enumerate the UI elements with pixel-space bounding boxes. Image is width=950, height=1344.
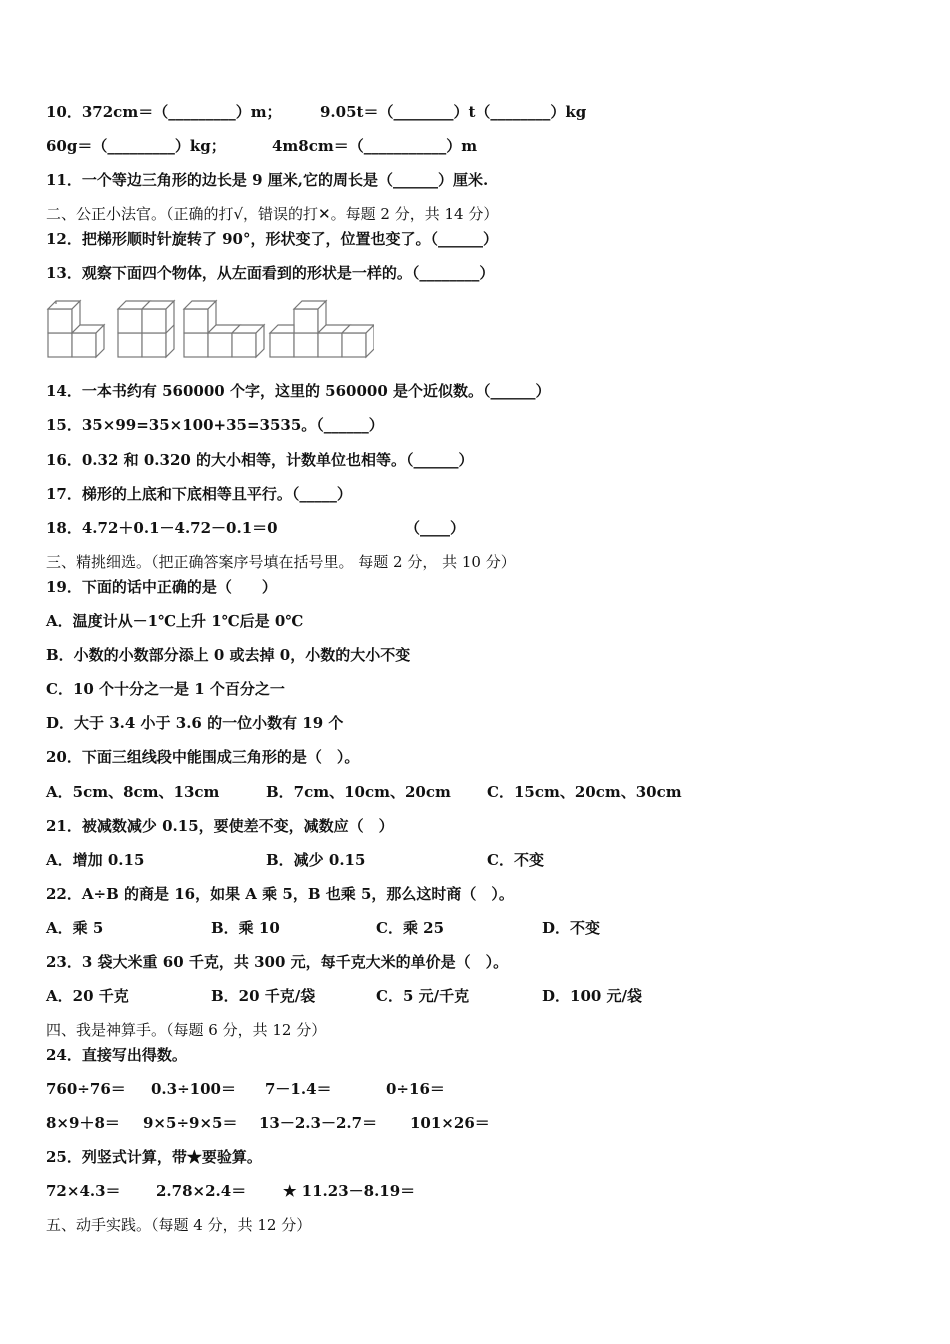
q19-stem: 19．下面的话中正确的是（ ） <box>46 578 277 596</box>
q25-item-1: 72×4.3＝ <box>46 1182 121 1200</box>
section4-heading: 四、我是神算手。（每题 6 分，共 12 分） <box>46 1021 327 1039</box>
q22-option-d: D．不变 <box>542 919 601 937</box>
q22-option-c: C．乘 25 <box>376 919 445 937</box>
q19-option-b: B．小数的小数部分添上 0 或去掉 0，小数的大小不变 <box>46 646 411 664</box>
q10-row2-left: 60g＝（_________）kg； <box>46 137 226 155</box>
q20-option-b: B．7cm、10cm、20cm <box>266 783 451 801</box>
q21-stem: 21．被减数减少 0.15，要使差不变，减数应（ ） <box>46 817 394 835</box>
q23-option-a: A．20 千克 <box>46 987 129 1005</box>
section2-heading: 二、公正小法官。（正确的打√，错误的打✕。每题 2 分，共 14 分） <box>46 205 499 223</box>
q25-item-2: 2.78×2.4＝ <box>156 1182 247 1200</box>
q22-option-a: A．乘 5 <box>46 919 104 937</box>
cube-figure-4 <box>270 301 374 357</box>
q10-row1-right: 9.05t＝（________）t（________）kg <box>320 103 587 121</box>
q16: 16．0.32 和 0.320 的大小相等，计数单位也相等。（______） <box>46 451 474 469</box>
q24-r2-item-2: 9×5÷9×5＝ <box>143 1114 238 1132</box>
q23-option-c: C．5 元/千克 <box>376 987 470 1005</box>
q24-r2-item-1: 8×9＋8＝ <box>46 1114 120 1132</box>
q23-option-d: D．100 元/袋 <box>542 987 643 1005</box>
q17: 17．梯形的上底和下底相等且平行。（_____） <box>46 485 352 503</box>
section5-heading: 五、动手实践。（每题 4 分，共 12 分） <box>46 1216 312 1234</box>
q13: 13．观察下面四个物体，从左面看到的形状是一样的。（________） <box>46 264 495 282</box>
cube-figure-1 <box>48 301 104 357</box>
q24-r1-item-4: 0÷16＝ <box>386 1080 445 1098</box>
q10-row2-right: 4m8cm＝（___________）m <box>272 137 478 155</box>
q20-option-c: C．15cm、20cm、30cm <box>487 783 682 801</box>
q21-option-a: A．增加 0.15 <box>46 851 145 869</box>
cube-figure-3 <box>184 301 264 357</box>
q24-r1-item-2: 0.3÷100＝ <box>151 1080 236 1098</box>
q25-stem: 25．列竖式计算，带★要验算。 <box>46 1148 262 1166</box>
q24-r2-item-3: 13－2.3－2.7＝ <box>259 1114 378 1132</box>
q12: 12．把梯形顺时针旋转了 90°，形状变了，位置也变了。（______） <box>46 230 498 248</box>
q18-expression: 18．4.72＋0.1－4.72－0.1＝0 <box>46 519 278 537</box>
q11: 11．一个等边三角形的边长是 9 厘米,它的周长是（______）厘米. <box>46 171 489 189</box>
q19-option-c: C．10 个十分之一是 1 个百分之一 <box>46 680 285 698</box>
q23-stem: 23．3 袋大米重 60 千克，共 300 元，每千克大米的单价是（ ）。 <box>46 953 509 971</box>
q24-r2-item-4: 101×26＝ <box>410 1114 490 1132</box>
q19-option-d: D．大于 3.4 小于 3.6 的一位小数有 19 个 <box>46 714 344 732</box>
q21-option-c: C．不变 <box>487 851 544 869</box>
q14: 14．一本书约有 560000 个字，这里的 560000 是个近似数。（______） <box>46 382 551 400</box>
q22-option-b: B．乘 10 <box>211 919 280 937</box>
q20-stem: 20．下面三组线段中能围成三角形的是（ ）。 <box>46 748 360 766</box>
q21-option-b: B．减少 0.15 <box>266 851 366 869</box>
cube-figure-2 <box>118 301 174 357</box>
q19-option-a: A．温度计从－1℃上升 1℃后是 0℃ <box>46 612 304 630</box>
q10-row1-left: 10．372cm＝（_________）m； <box>46 103 282 121</box>
q15: 15．35×99=35×100+35=3535。（______） <box>46 416 384 434</box>
q23-option-b: B．20 千克/袋 <box>211 987 316 1005</box>
section3-heading: 三、精挑细选。（把正确答案序号填在括号里。 每题 2 分， 共 10 分） <box>46 553 516 571</box>
q13-cube-figures <box>44 294 374 366</box>
q24-stem: 24．直接写出得数。 <box>46 1046 187 1064</box>
q24-r1-item-3: 7－1.4＝ <box>265 1080 332 1098</box>
q18-blank: （____） <box>405 519 466 537</box>
q20-option-a: A．5cm、8cm、13cm <box>46 783 220 801</box>
q22-stem: 22．A÷B 的商是 16，如果 A 乘 5，B 也乘 5，那么这时商（ ）。 <box>46 885 514 903</box>
q25-item-3: ★ 11.23－8.19＝ <box>283 1182 416 1200</box>
q24-r1-item-1: 760÷76＝ <box>46 1080 126 1098</box>
